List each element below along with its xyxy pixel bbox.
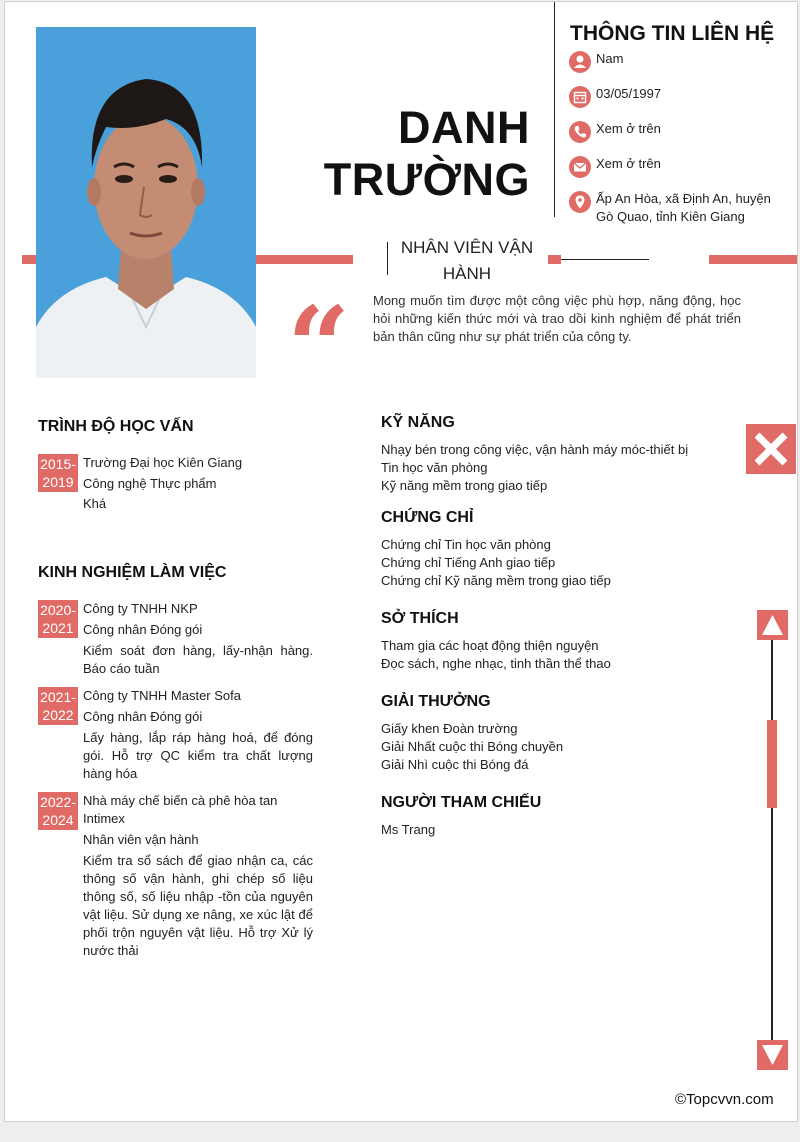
name-line-1: DANH [398, 102, 530, 153]
email-value: Xem ở trên [596, 156, 661, 171]
awards-title: GIẢI THƯỞNG [381, 693, 491, 710]
phone-value: Xem ở trên [596, 121, 661, 136]
award-item: Giấy khen Đoàn trường [381, 721, 518, 736]
accent-bar [256, 255, 353, 264]
triangle-down-icon [757, 1040, 788, 1070]
skill-item: Tin học văn phòng [381, 460, 488, 475]
hobbies-title: SỞ THÍCH [381, 610, 459, 627]
copyright: ©Topcvvn.com [675, 1091, 774, 1108]
divider-line [561, 259, 649, 260]
education-title: TRÌNH ĐỘ HỌC VẤN [38, 418, 194, 435]
skill-item: Nhạy bén trong công việc, vận hành máy móc-thiết bị [381, 442, 689, 457]
experience-role: Công nhân Đóng gói [83, 709, 203, 724]
experience-item [83, 792, 313, 960]
experience-years [38, 687, 78, 725]
experience-years-text: 2022-2024 [40, 794, 76, 828]
experience-years [38, 600, 78, 638]
references-title: NGƯỜI THAM CHIẾU [381, 794, 542, 811]
contact-title: THÔNG TIN LIÊN HỆ [570, 22, 775, 45]
header-divider [554, 2, 555, 217]
envelope-icon [569, 156, 591, 178]
experience-company: Công ty TNHH NKP [83, 601, 198, 616]
experience-years [38, 792, 78, 830]
education-school: Trường Đại học Kiên Giang [83, 455, 243, 470]
education-years [38, 454, 78, 492]
job-title: NHÂN VIÊN VẬN HÀNH [400, 238, 534, 283]
skills-title: KỸ NĂNG [381, 414, 455, 431]
education-years-text: 2015-2019 [40, 456, 76, 490]
award-item: Giải Nhất cuộc thi Bóng chuyền [381, 739, 564, 754]
experience-desc: Kiểm soát đơn hàng, lấy-nhận hàng. Báo cáo tuần [83, 643, 313, 676]
calendar-icon [569, 86, 591, 108]
address-value: Ấp An Hòa, xã Định An, huyện Gò Quao, tỉnh Kiên Giang [596, 191, 771, 224]
contact-phone [569, 120, 784, 143]
contact-address [569, 190, 784, 226]
hobby-item: Tham gia các hoạt động thiện nguyện [381, 638, 599, 653]
contact-birthday [569, 85, 784, 108]
experience-company: Công ty TNHH Master Sofa [83, 688, 241, 703]
experience-role: Nhân viên vận hành [83, 832, 199, 847]
location-pin-icon [569, 191, 591, 213]
accent-bar [548, 255, 561, 264]
certificate-item: Chứng chỉ Tin học văn phòng [381, 537, 551, 552]
scroll-down-button[interactable] [757, 1040, 788, 1070]
reference-item: Ms Trang [381, 822, 436, 837]
triangle-up-icon [757, 610, 788, 640]
award-item: Giải Nhì cuộc thi Bóng đá [381, 757, 529, 772]
accent-bar [22, 255, 36, 264]
experience-years-text: 2021-2022 [40, 689, 76, 723]
experience-company: Nhà máy chế biến cà phê hòa tan Intimex [83, 793, 278, 826]
certificates-title: CHỨNG CHỈ [381, 509, 474, 526]
education-item [83, 454, 313, 513]
gender-value: Nam [596, 51, 624, 66]
education-grade: Khá [83, 496, 107, 511]
profile-photo-portrait [36, 27, 256, 378]
scrollbar-thumb[interactable] [767, 720, 777, 808]
person-icon [569, 51, 591, 73]
right-column [381, 414, 721, 839]
experience-role: Công nhân Đóng gói [83, 622, 203, 637]
scrollbar-track[interactable] [771, 640, 773, 1040]
contact-gender [569, 50, 784, 73]
experience-title: KINH NGHIỆM LÀM VIỆC [38, 564, 227, 581]
certificate-item: Chứng chỉ Tiếng Anh giao tiếp [381, 555, 556, 570]
accent-bar [709, 255, 797, 264]
phone-icon [569, 121, 591, 143]
experience-years-text: 2020-2021 [40, 602, 76, 636]
birthday-value: 03/05/1997 [596, 86, 662, 101]
contact-email [569, 155, 784, 178]
certificate-item: Chứng chỉ Kỹ năng mềm trong giao tiếp [381, 573, 611, 588]
education-major: Công nghệ Thực phẩm [83, 476, 217, 491]
experience-item [83, 687, 313, 783]
career-objective: Mong muốn tìm được một công việc phù hợp, năng động, học hỏi những kiến thức mới và trao dồi kinh nghiệm để phát triển bản thân cũng như sự phát triển của công ty. [373, 293, 741, 344]
cv-page [4, 1, 798, 1122]
quote-mark-icon: “ [287, 282, 351, 411]
skill-item: Kỹ năng mềm trong giao tiếp [381, 478, 548, 493]
hobby-item: Đọc sách, nghe nhạc, tinh thần thể thao [381, 656, 611, 671]
name-line-2: TRƯỜNG [323, 154, 530, 205]
profile-photo [36, 27, 256, 378]
experience-desc: Lấy hàng, lắp ráp hàng hoá, để đóng gói. Hỗ trợ QC kiểm tra chất lượng hàng hóa [83, 730, 313, 781]
close-icon [746, 424, 796, 474]
experience-item [83, 600, 313, 678]
experience-desc: Kiểm tra sổ sách để giao nhận ca, các thông số vận hành, ghi chép số liệu thông số, số liệu nhập -tồn của nguyên vật liệu. Sử dụng xe nâng, xe xúc lật để phối trộn nguyên vật liệu. Hỗ trợ Xử lý nước thải [83, 853, 313, 958]
scroll-up-button[interactable] [757, 610, 788, 640]
candidate-name [324, 102, 530, 206]
close-button[interactable] [746, 424, 796, 474]
